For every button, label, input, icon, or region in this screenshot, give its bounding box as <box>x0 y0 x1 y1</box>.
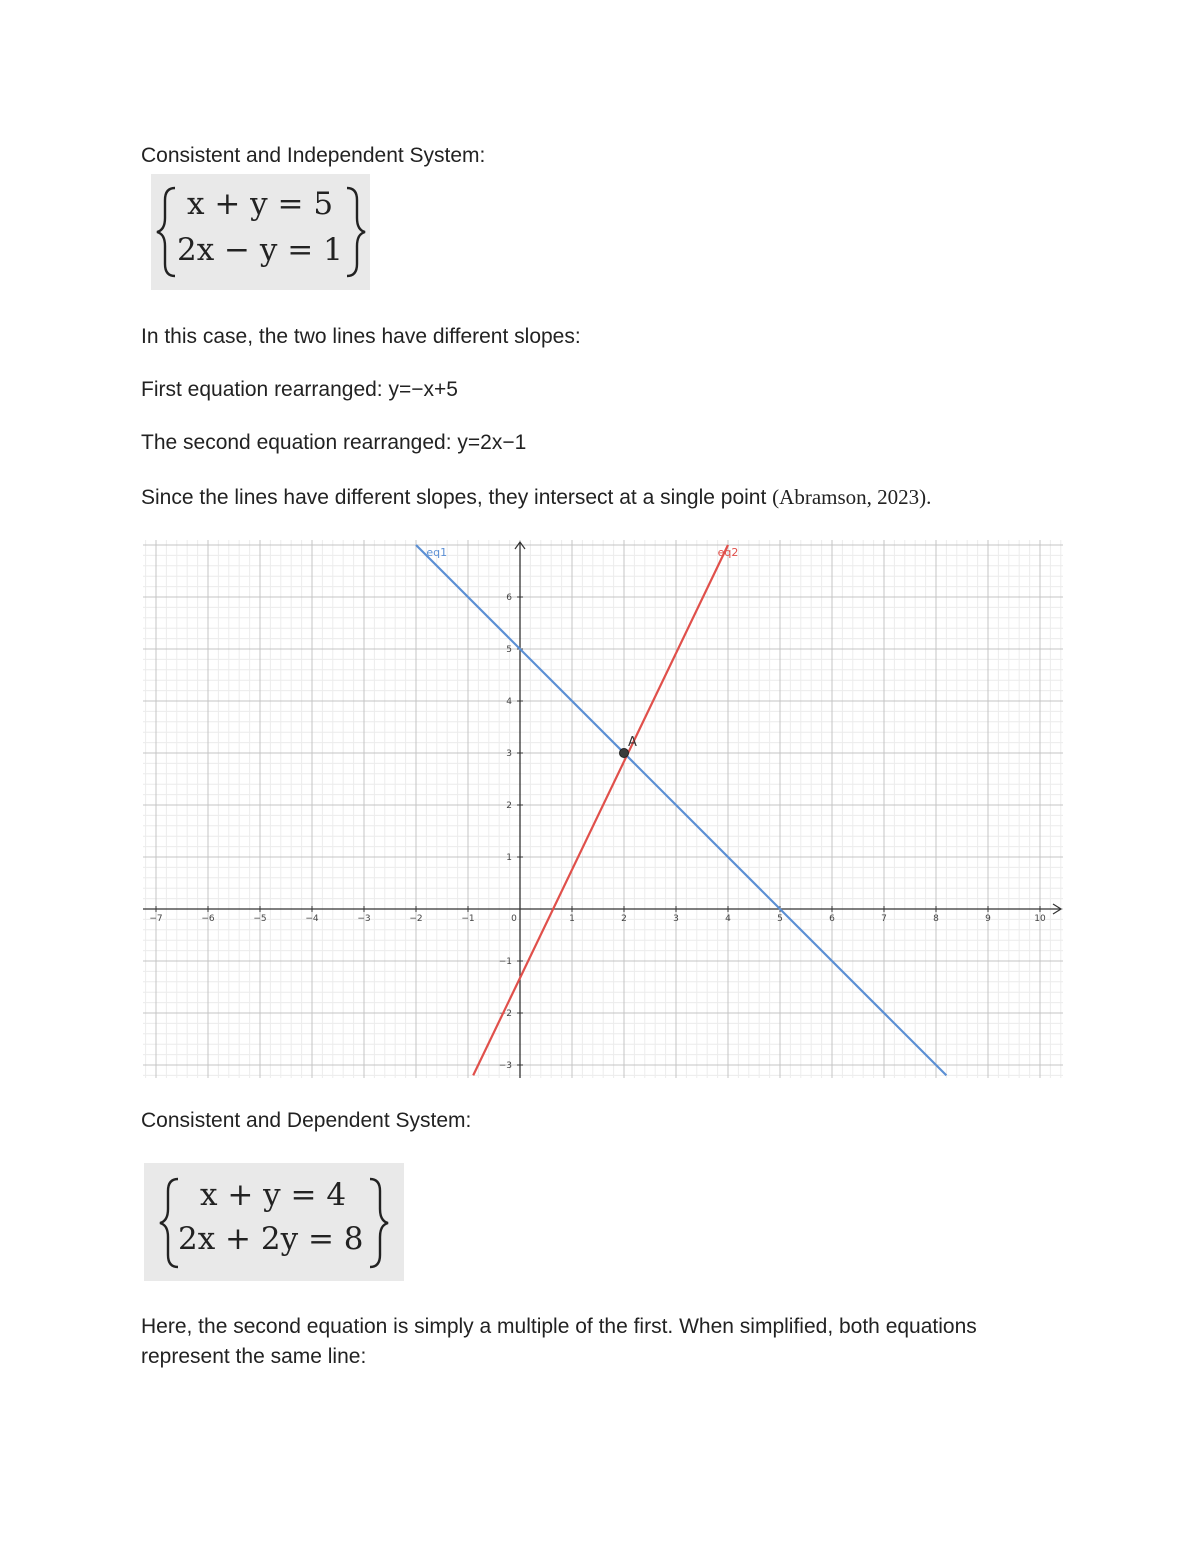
x-tick-label: −7 <box>149 914 163 924</box>
x-tick-label: 6 <box>829 914 835 924</box>
x-tick-label: 9 <box>985 914 991 924</box>
section2-heading: Consistent and Dependent System: <box>141 1109 472 1132</box>
x-tick-label: 8 <box>933 914 939 924</box>
line-eq1 <box>416 545 946 1075</box>
x-tick-label: −1 <box>461 914 475 924</box>
section1-heading: Consistent and Independent System: <box>141 144 486 167</box>
paragraph-intersect <box>141 482 931 513</box>
system1-equation-2: 2x − y = 1 <box>177 232 343 268</box>
y-tick-label: 1 <box>506 853 512 863</box>
x-tick-label: 7 <box>881 914 887 924</box>
x-tick-label: −2 <box>409 914 423 924</box>
citation: (Abramson, 2023). <box>772 485 932 509</box>
label-eq1: eq1 <box>426 545 448 559</box>
x-tick-label: 1 <box>569 914 575 924</box>
paragraph-second-rearranged: The second equation rearranged: y=2x−1 <box>141 431 527 454</box>
graph-eq1-eq2 <box>143 540 1063 1078</box>
paragraph-same-line: Here, the second equation is simply a multiple of the first. When simplified, both equations represent the same line: <box>141 1315 977 1368</box>
x-tick-label: 3 <box>673 914 679 924</box>
x-tick-label: 0 <box>511 914 517 924</box>
y-tick-label: 4 <box>506 697 512 707</box>
y-tick-label: −2 <box>498 1009 512 1019</box>
paragraph-different-slopes: In this case, the two lines have different slopes: <box>141 325 581 348</box>
y-tick-label: 3 <box>506 749 512 759</box>
y-tick-label: 6 <box>506 593 512 603</box>
system2-equation-image <box>144 1163 404 1281</box>
y-tick-label: −3 <box>498 1061 512 1071</box>
system2-equation-2: 2x + 2y = 8 <box>178 1221 364 1257</box>
y-tick-label: 2 <box>506 801 512 811</box>
x-tick-label: 5 <box>777 914 783 924</box>
intersect-text: Since the lines have different slopes, they intersect at a single point <box>141 486 773 509</box>
x-tick-label: 10 <box>1034 914 1046 924</box>
x-tick-label: −3 <box>357 914 371 924</box>
x-tick-label: −4 <box>305 914 319 924</box>
x-tick-label: 4 <box>725 914 731 924</box>
x-tick-label: −5 <box>253 914 267 924</box>
y-tick-label: 5 <box>506 645 512 655</box>
system1-equation-image <box>151 174 370 290</box>
y-tick-label: −1 <box>498 957 512 967</box>
label-eq2: eq2 <box>717 545 739 559</box>
x-tick-label: 2 <box>621 914 627 924</box>
paragraph-first-rearranged: First equation rearranged: y=−x+5 <box>141 378 458 401</box>
point-label-A: A <box>628 735 637 750</box>
system2-equation-1: x + y = 4 <box>200 1177 347 1213</box>
x-tick-label: −6 <box>201 914 215 924</box>
system1-equation-1: x + y = 5 <box>187 186 334 222</box>
